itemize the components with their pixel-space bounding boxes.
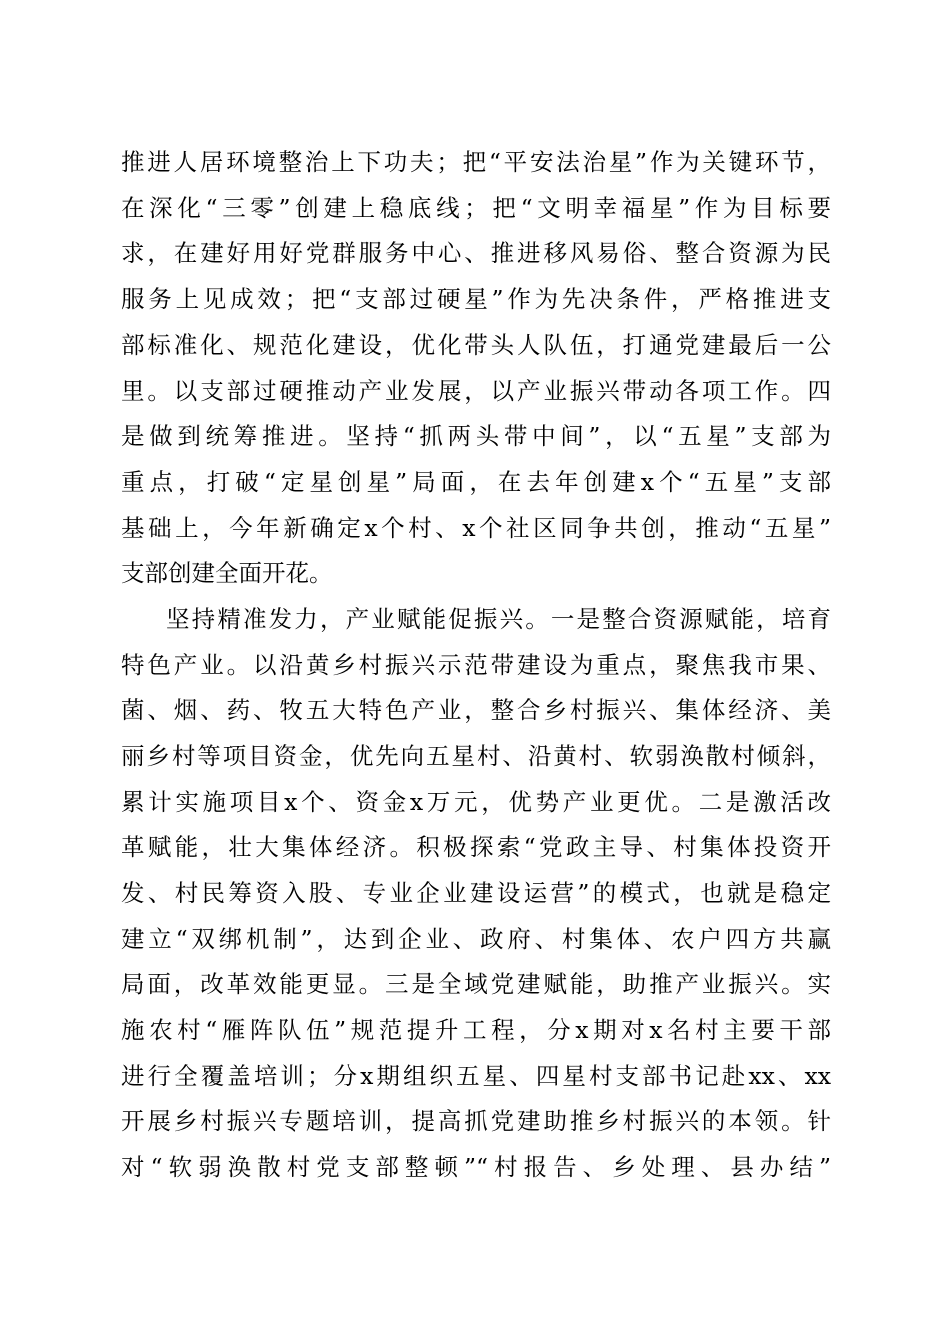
text-line: 对“软弱涣散村党支部整顿”“村报告、乡处理、县办结” bbox=[121, 1153, 831, 1181]
text-line: 进行全覆盖培训；分x期组织五星、四星村支部书记赴xx、xx bbox=[121, 1062, 831, 1090]
text-line: 丽乡村等项目资金，优先向五星村、沿黄村、软弱涣散村倾斜， bbox=[121, 742, 831, 770]
text-line: 推进人居环境整治上下功夫；把“平安法治星”作为关键环节， bbox=[121, 148, 831, 176]
text-line: 菌、烟、药、牧五大特色产业，整合乡村振兴、集体经济、美 bbox=[121, 696, 831, 724]
text-line: 重点，打破“定星创星”局面，在去年创建x个“五星”支部 bbox=[121, 468, 831, 496]
text-line: 局面，改革效能更显。三是全域党建赋能，助推产业振兴。实 bbox=[121, 970, 831, 998]
text-line: 特色产业。以沿黄乡村振兴示范带建设为重点，聚焦我市果、 bbox=[121, 651, 831, 679]
text-line: 里。以支部过硬推动产业发展，以产业振兴带动各项工作。四 bbox=[121, 377, 831, 405]
text-line: 在深化“三零”创建上稳底线；把“文明幸福星”作为目标要 bbox=[121, 194, 831, 222]
text-line: 施农村“雁阵队伍”规范提升工程，分x期对x名村主要干部 bbox=[121, 1016, 831, 1044]
text-line: 累计实施项目x个、资金x万元，优势产业更优。二是激活改 bbox=[121, 788, 831, 816]
text-line: 革赋能，壮大集体经济。积极探索“党政主导、村集体投资开 bbox=[121, 833, 831, 861]
text-line: 建立“双绑机制”，达到企业、政府、村集体、农户四方共赢 bbox=[121, 925, 831, 953]
text-line: 是做到统筹推进。坚持“抓两头带中间”，以“五星”支部为 bbox=[121, 422, 831, 450]
paragraph-first-line: 坚持精准发力，产业赋能促振兴。一是整合资源赋能，培育 bbox=[166, 605, 831, 633]
text-line: 部标准化、规范化建设，优化带头人队伍，打通党建最后一公 bbox=[121, 331, 831, 359]
text-line: 求，在建好用好党群服务中心、推进移风易俗、整合资源为民 bbox=[121, 239, 831, 267]
text-line: 开展乡村振兴专题培训，提高抓党建助推乡村振兴的本领。针 bbox=[121, 1107, 831, 1135]
text-line: 支部创建全面开花。 bbox=[121, 559, 333, 587]
text-line: 发、村民筹资入股、专业企业建设运营”的模式，也就是稳定 bbox=[121, 879, 831, 907]
text-line: 服务上见成效；把“支部过硬星”作为先决条件，严格推进支 bbox=[121, 285, 831, 313]
text-line: 基础上，今年新确定x个村、x个社区同争共创，推动“五星” bbox=[121, 514, 831, 542]
